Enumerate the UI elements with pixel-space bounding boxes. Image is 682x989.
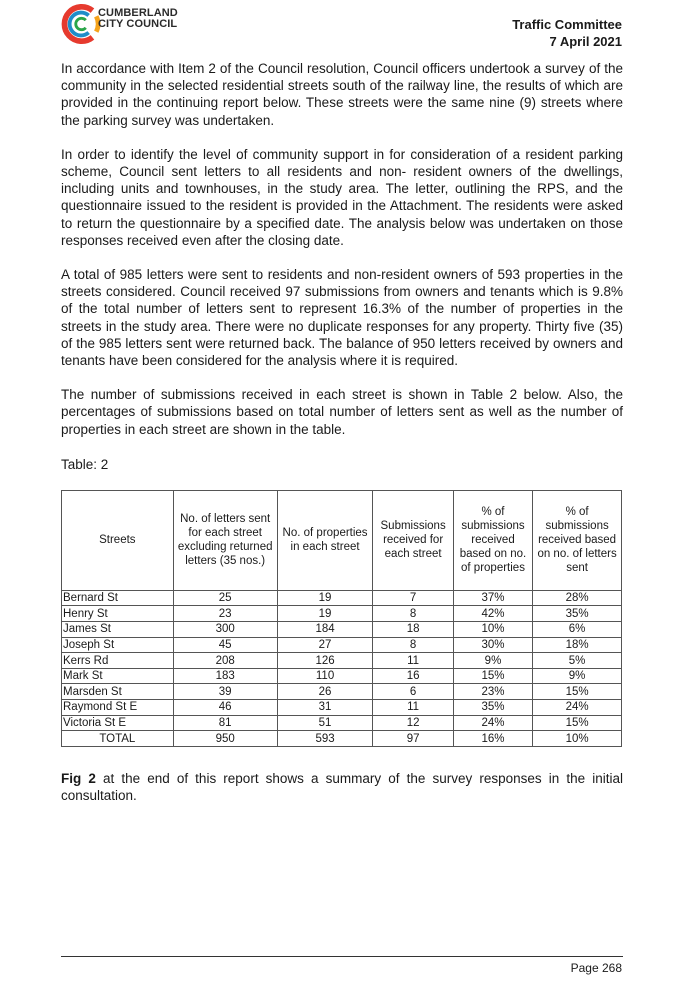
cell-street: Joseph St (62, 637, 174, 653)
cell-pct-letters: 9% (533, 668, 622, 684)
total-label: TOTAL (62, 731, 174, 747)
cell-properties: 19 (277, 590, 373, 606)
cell-street: Victoria St E (62, 715, 174, 731)
total-pct-letters: 10% (533, 731, 622, 747)
cell-letters: 81 (173, 715, 277, 731)
cell-pct-letters: 18% (533, 637, 622, 653)
header-properties: No. of properties in each street (277, 490, 373, 590)
cell-street: Marsden St (62, 684, 174, 700)
cell-pct-letters: 28% (533, 590, 622, 606)
cell-submissions: 6 (373, 684, 453, 700)
cell-pct-letters: 15% (533, 684, 622, 700)
header-pct-properties: % of submissions received based on no. of properties (453, 490, 532, 590)
cell-properties: 126 (277, 653, 373, 669)
cell-properties: 51 (277, 715, 373, 731)
cumberland-logo-icon (60, 3, 102, 45)
footer-divider (61, 956, 623, 957)
cell-street: Bernard St (62, 590, 174, 606)
table-header-row (62, 490, 622, 590)
fig-note (61, 770, 623, 804)
cell-letters: 45 (173, 637, 277, 653)
table-row (62, 668, 622, 684)
cell-properties: 26 (277, 684, 373, 700)
cell-pct-letters: 6% (533, 622, 622, 638)
cell-pct-properties: 42% (453, 606, 532, 622)
committee-name: Traffic Committee (512, 17, 622, 32)
table-row (62, 653, 622, 669)
cell-letters: 183 (173, 668, 277, 684)
table-row (62, 684, 622, 700)
committee-date: 7 April 2021 (549, 34, 622, 49)
fig-note-text: at the end of this report shows a summary of the survey responses in the initial consultation. (61, 770, 623, 803)
cell-pct-properties: 9% (453, 653, 532, 669)
cell-street: James St (62, 622, 174, 638)
total-pct-properties: 16% (453, 731, 532, 747)
table-caption: Table: 2 (61, 456, 109, 472)
cell-letters: 39 (173, 684, 277, 700)
cell-pct-properties: 23% (453, 684, 532, 700)
table-row (62, 715, 622, 731)
page-header (0, 0, 682, 60)
cell-submissions: 18 (373, 622, 453, 638)
cell-pct-letters: 35% (533, 606, 622, 622)
header-letters-sent: No. of letters sent for each street excluding returned letters (35 nos.) (173, 490, 277, 590)
cell-letters: 23 (173, 606, 277, 622)
paragraph-2: In order to identify the level of community support in for consideration of a resident parking scheme, Council sent letters to all residents and non- resident owners of the dwellings, including units and townhouses, in the study area. The letter, outlining the RPS, and the questionnaire issued to the resident is provided in the Attachment. The residents were asked to return the questionnaire by a specified date. The analysis below was undertaken on those responses received even after the closing date. (61, 146, 623, 248)
cell-street: Raymond St E (62, 700, 174, 716)
cell-letters: 208 (173, 653, 277, 669)
cell-pct-letters: 15% (533, 715, 622, 731)
header-streets: Streets (62, 490, 174, 590)
cell-submissions: 12 (373, 715, 453, 731)
cell-pct-letters: 24% (533, 700, 622, 716)
cell-letters: 46 (173, 700, 277, 716)
cell-street: Mark St (62, 668, 174, 684)
table-row (62, 700, 622, 716)
cell-pct-properties: 10% (453, 622, 532, 638)
paragraph-4: The number of submissions received in each street is shown in Table 2 below. Also, the percentages of submissions based on total number of letters sent as well as the number of properties in each street are shown in the table. (61, 387, 623, 437)
total-submissions: 97 (373, 731, 453, 747)
page-number: Page 268 (570, 961, 622, 975)
cell-pct-properties: 30% (453, 637, 532, 653)
total-letters: 950 (173, 731, 277, 747)
table-row (62, 606, 622, 622)
cell-properties: 27 (277, 637, 373, 653)
submissions-table (61, 490, 622, 747)
cell-street: Kerrs Rd (62, 653, 174, 669)
cell-submissions: 11 (373, 700, 453, 716)
table-body (62, 590, 622, 730)
table-row (62, 590, 622, 606)
paragraph-1: In accordance with Item 2 of the Council resolution, Council officers undertook a survey of the community in the selected residential streets south of the railway line, the results of which are provided in the continuing report below. These streets were the same nine (9) streets where the parking survey was undertaken. (61, 61, 623, 128)
council-name (98, 8, 178, 30)
header-submissions: Submissions received for each street (373, 490, 453, 590)
cell-letters: 25 (173, 590, 277, 606)
fig-note-bold: Fig 2 (61, 770, 96, 786)
header-pct-letters: % of submissions received based on no. of letters sent (533, 490, 622, 590)
cell-street: Henry St (62, 606, 174, 622)
cell-letters: 300 (173, 622, 277, 638)
cell-properties: 19 (277, 606, 373, 622)
total-properties: 593 (277, 731, 373, 747)
council-name-line1: CUMBERLAND (98, 7, 178, 19)
cell-pct-properties: 15% (453, 668, 532, 684)
cell-pct-properties: 35% (453, 700, 532, 716)
cell-pct-letters: 5% (533, 653, 622, 669)
cell-properties: 184 (277, 622, 373, 638)
table-total-row (62, 731, 622, 747)
cell-properties: 110 (277, 668, 373, 684)
committee-heading (512, 16, 622, 50)
cell-submissions: 11 (373, 653, 453, 669)
cell-submissions: 8 (373, 606, 453, 622)
cell-pct-properties: 24% (453, 715, 532, 731)
cell-pct-properties: 37% (453, 590, 532, 606)
table-row (62, 622, 622, 638)
paragraph-3: A total of 985 letters were sent to residents and non-resident owners of 593 properties in the streets considered. Council received 97 submissions from owners and tenants which is 9.8% of the total number of letters sent to represent 16.3% of the number of properties in the streets in the study area. There were no duplicate responses for any property. Thirty five (35) of the 985 letters sent were returned back. The balance of 950 letters received by owners and tenants have been considered for the analysis where it is required. (61, 267, 623, 369)
cell-submissions: 16 (373, 668, 453, 684)
council-name-line2: CITY COUNCIL (98, 18, 178, 30)
cell-properties: 31 (277, 700, 373, 716)
cell-submissions: 7 (373, 590, 453, 606)
cell-submissions: 8 (373, 637, 453, 653)
report-body (61, 60, 623, 804)
table-row (62, 637, 622, 653)
